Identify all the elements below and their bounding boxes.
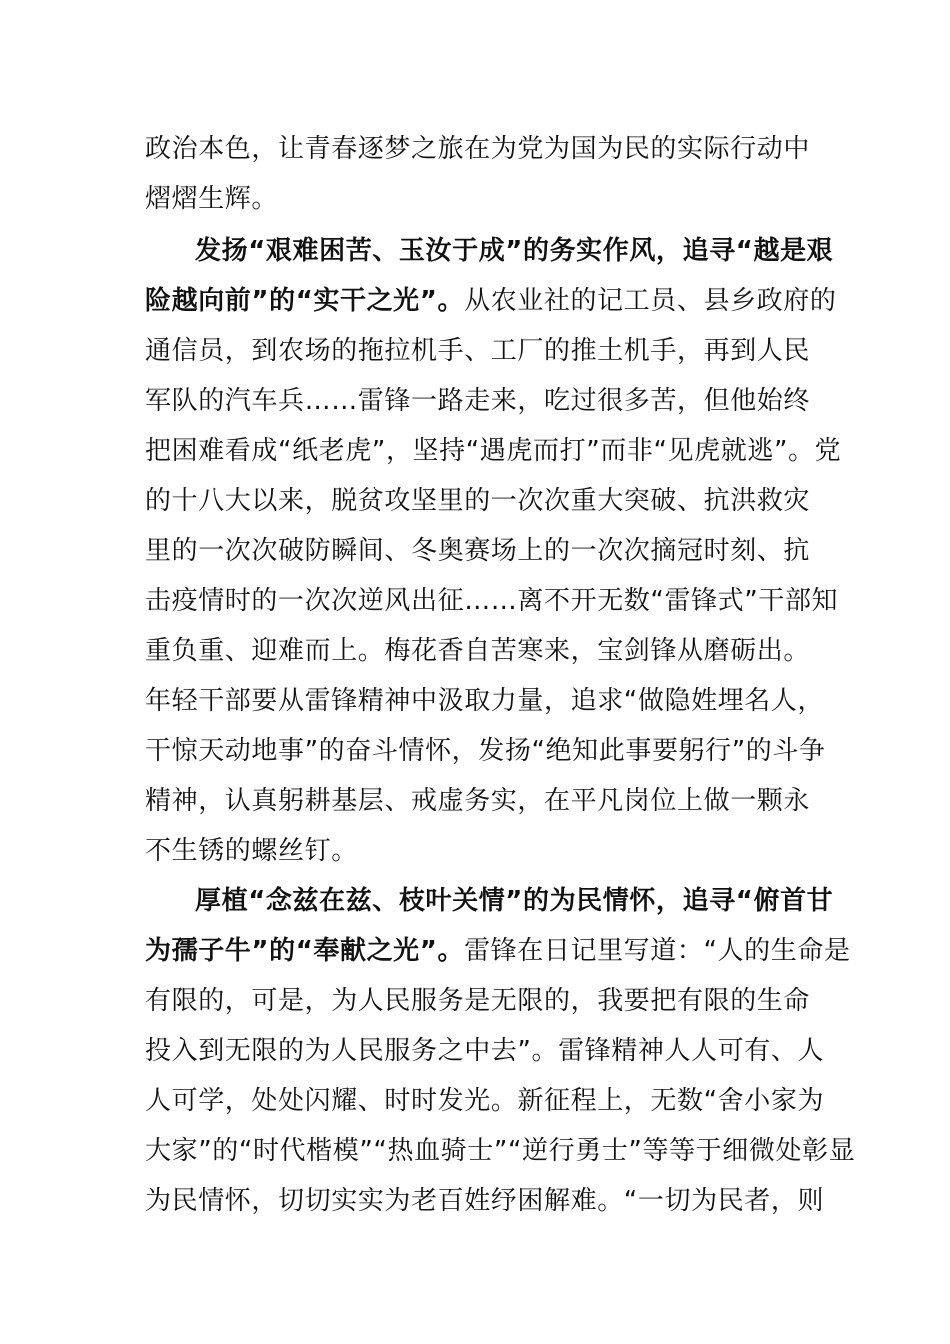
paragraph-line: 大家”的“时代楷模”“热血骑士”“逆行勇士”等等于细微处彰显 xyxy=(145,1136,856,1166)
paragraph-line: 重负重、迎难而上。梅花香自苦寒来，宝剑锋从磨砺出。 xyxy=(145,636,811,666)
paragraph-line: 的十八大以来，脱贫攻坚里的一次次重大突破、抗洪救灾 xyxy=(145,486,811,516)
section-heading-end: 为孺子牛”的“奉献之光”。 xyxy=(145,936,465,966)
paragraph-line: 年轻干部要从雷锋精神中汲取力量，追求“做隐姓埋名人， xyxy=(145,686,825,716)
paragraph-line: 干惊天动地事”的奋斗情怀，发扬“绝知此事要躬行”的斗争 xyxy=(145,736,826,766)
paragraph-line: 投入到无限的为人民服务之中去”。雷锋精神人人可有、人 xyxy=(145,1036,825,1066)
paragraph-line: 为民情怀，切切实实为老百姓纾困解难。“一切为民者，则 xyxy=(145,1186,825,1216)
paragraph-line: 精神，认真躬耕基层、戒虚务实，在平凡岗位上做一颗永 xyxy=(145,786,811,816)
paragraph-line: 把困难看成“纸老虎”，坚持“遇虎而打”而非“见虎就逃”。党 xyxy=(145,436,842,466)
paragraph-line: 熠熠生辉。 xyxy=(145,184,279,214)
paragraph-line: 里的一次次破防瞬间、冬奥赛场上的一次次摘冠时刻、抗 xyxy=(145,536,811,566)
paragraph-text: 雷锋在日记里写道：“人的生命是 xyxy=(464,936,851,966)
paragraph-line: 通信员，到农场的拖拉机手、工厂的推土机手，再到人民 xyxy=(145,336,811,366)
paragraph-line: 政治本色，让青春逐梦之旅在为党为国为民的实际行动中 xyxy=(145,134,811,164)
paragraph-line: 有限的，可是，为人民服务是无限的，我要把有限的生命 xyxy=(145,986,811,1016)
section-heading: 厚植“念兹在兹、枝叶关情”的为民情怀，追寻“俯首甘 xyxy=(195,886,834,916)
paragraph-line: 击疫情时的一次次逆风出征……离不开无数“雷锋式”干部知 xyxy=(145,586,839,616)
paragraph-text: 从农业社的记工员、县乡政府的 xyxy=(464,286,837,316)
paragraph-line: 军队的汽车兵……雷锋一路走来，吃过很多苦，但他始终 xyxy=(145,386,811,416)
section-heading: 发扬“艰难困苦、玉汝于成”的务实作风，追寻“越是艰 xyxy=(195,236,834,266)
paragraph-line: 不生锈的螺丝钉。 xyxy=(145,836,358,866)
paragraph-line xyxy=(145,934,851,968)
paragraph-line xyxy=(145,284,837,318)
paragraph-line: 人可学，处处闪耀、时时发光。新征程上，无数“舍小家为 xyxy=(145,1086,825,1116)
section-heading-end: 险越向前”的“实干之光”。 xyxy=(145,286,465,316)
